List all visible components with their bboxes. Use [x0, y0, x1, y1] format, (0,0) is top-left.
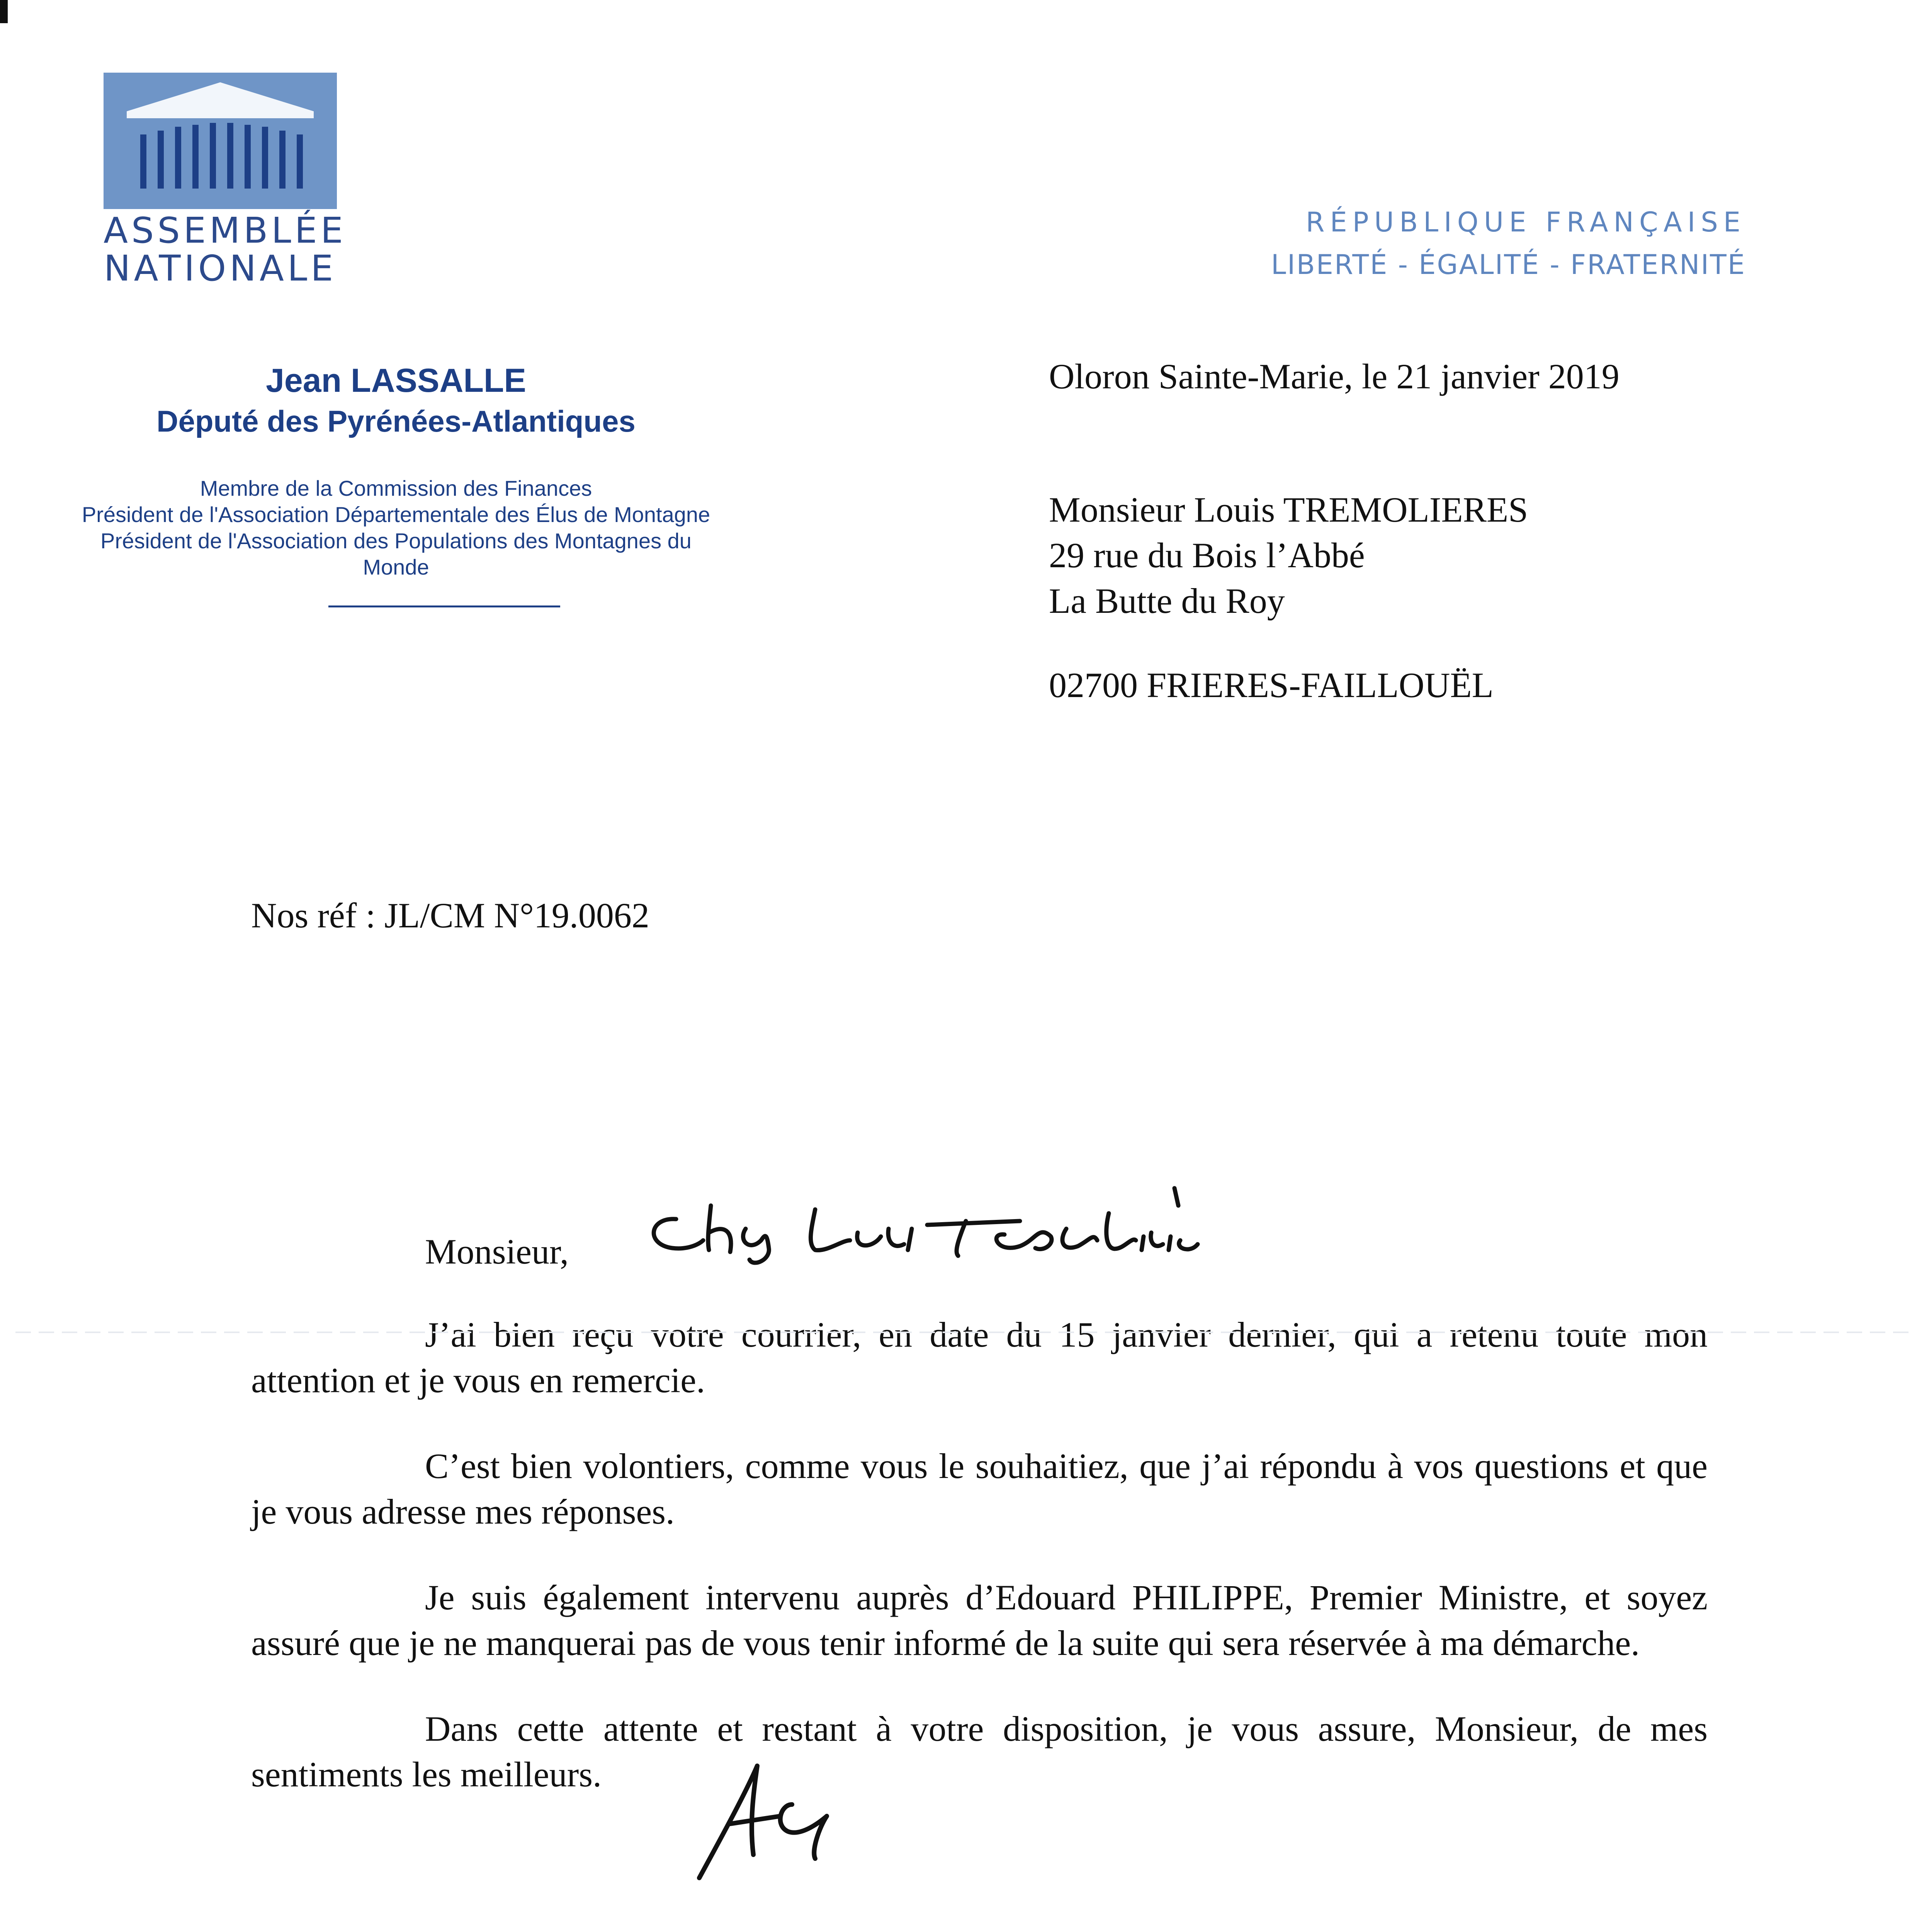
letter-body [251, 1312, 1708, 1837]
republique-francaise-motto [1271, 201, 1746, 286]
recipient-name: Monsieur Louis TREMOLIERES [1049, 490, 1528, 529]
divider-rule [328, 605, 560, 607]
recipient-locality: La Butte du Roy [1049, 581, 1285, 621]
handwritten-salutation-signature [634, 1182, 1236, 1271]
reference-number: Nos réf : JL/CM N°19.0062 [251, 896, 649, 935]
paper-fold-line [15, 1329, 1909, 1333]
sender-name: Jean LASSALLE [266, 362, 526, 399]
body-paragraph: C’est bien volontiers, comme vous le souhaitiez, que j’ai répondu à vos questions et que je vous adresse mes réponses. [251, 1446, 1708, 1531]
assemblee-nationale-logo-icon [104, 73, 337, 209]
logo-line-2: NATIONALE [104, 248, 337, 289]
sender-role: Membre de la Commission des Finances [200, 476, 592, 500]
recipient-city: 02700 FRIERES-FAILLOUËL [1049, 665, 1494, 705]
republique-line-2: LIBERTÉ - ÉGALITÉ - FRATERNITÉ [1271, 249, 1746, 281]
body-paragraph: Je suis également intervenu auprès d’Edouard PHILIPPE, Premier Ministre, et soyez assuré que je ne manquerai pas de vous tenir informé de la suite qui sera réservée à ma démarche. [251, 1578, 1708, 1663]
salutation: Monsieur, [425, 1232, 569, 1271]
body-paragraph: J’ai bien reçu votre courrier, en date du 15 janvier dernier, qui a retenu toute mon attention et je vous en remercie. [251, 1315, 1708, 1400]
sender-title: Député des Pyrénées-Atlantiques [156, 404, 636, 438]
handwritten-initials [692, 1758, 900, 1886]
logo-wordmark [104, 210, 347, 289]
sender-block [77, 359, 715, 580]
scan-corner-mark [0, 0, 8, 23]
recipient-street: 29 rue du Bois l’Abbé [1049, 536, 1365, 575]
logo-line-1: ASSEMBLÉE [104, 210, 347, 251]
sender-role: Président de l'Association des Populations des Montagnes du Monde [100, 529, 692, 579]
body-paragraph: Dans cette attente et restant à votre disposition, je vous assure, Monsieur, de mes sentiments les meilleurs. [251, 1709, 1708, 1794]
dateline: Oloron Sainte-Marie, le 21 janvier 2019 [1049, 357, 1620, 396]
recipient-address [1049, 487, 1528, 708]
republique-line-1: RÉPUBLIQUE FRANÇAISE [1305, 206, 1746, 238]
sender-roles [77, 475, 715, 580]
sender-role: Président de l'Association Départementale des Élus de Montagne [82, 502, 710, 527]
